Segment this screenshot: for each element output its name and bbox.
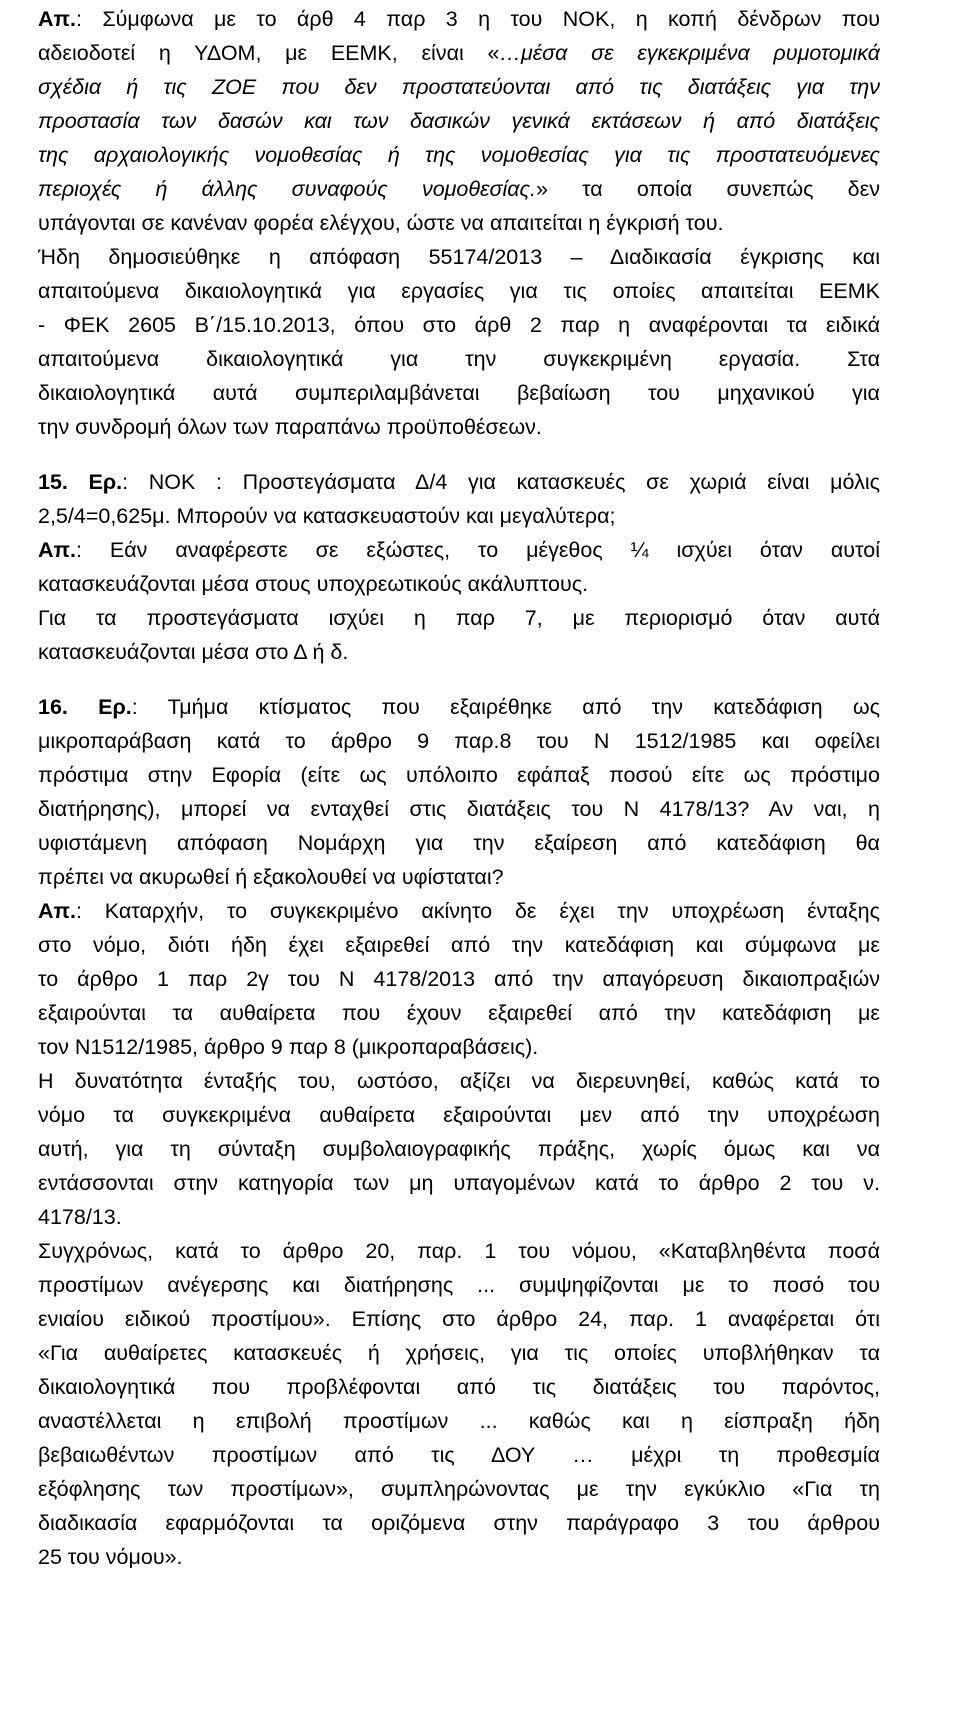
text-line [38,1438,880,1472]
text-segment: …μέσα σε εγκεκριμένα ρυμοτομικά [499,41,880,65]
text-segment: 2,5/4=0,625μ. Μπορούν να κατασκευαστούν και μεγαλύτερα; [38,504,616,528]
text-line [38,138,880,172]
bold-label: Απ. [38,538,76,562]
text-line [38,1268,880,1302]
text-segment: Ήδη δημοσιεύθηκε η απόφαση 55174/2013 – Διαδικασία έγκρισης και [38,245,880,269]
text-segment: - ΦΕΚ 2605 Β΄/15.10.2013, όπου στο άρθ 2 παρ η αναφέρονται τα ειδικά [38,313,880,337]
text-line [38,206,880,240]
text-line [38,342,880,376]
text-line [38,465,880,499]
text-line [38,499,880,533]
text-line [38,1030,880,1064]
text-segment: διαδικασία εφαρμόζονται τα οριζόμενα στην παράγραφο 3 του άρθρου [38,1511,880,1535]
text-line [38,274,880,308]
text-line [38,1336,880,1370]
text-segment: αναστέλλεται η επιβολή προστίμων ... καθώς και η είσπραξη ήδη [38,1409,880,1433]
text-segment: το άρθρο 1 παρ 2γ του Ν 4178/2013 από την απαγόρευση δικαιοπραξιών [38,967,880,991]
text-line [38,533,880,567]
text-line [38,70,880,104]
text-line [38,792,880,826]
text-segment: εντάσσονται στην κατηγορία των μη υπαγομένων κατά το άρθρο 2 του ν. [38,1171,880,1195]
text-segment: δικαιολογητικά αυτά συμπεριλαμβάνεται βεβαίωση του μηχανικού για [38,381,880,405]
text-segment: : Εάν αναφέρεστε σε εξώστες, το μέγεθος ¼ ισχύει όταν αυτοί [75,538,880,562]
text-segment: απαιτούμενα δικαιολογητικά για εργασίες για τις οποίες απαιτείται ΕΕΜΚ [38,279,880,303]
text-line [38,690,880,724]
text-line [38,1506,880,1540]
text-segment: την συνδρομή όλων των παραπάνω προϋποθέσεων. [38,415,542,439]
text-segment: εξόφλησης των προστίμων», συμπληρώνοντας με την εγκύκλιο «Για τη [38,1477,880,1501]
text-line [38,410,880,444]
text-line [38,724,880,758]
text-line [38,1370,880,1404]
text-segment: Συγχρόνως, κατά το άρθρο 20, παρ. 1 του νόμου, «Καταβληθέντα ποσά [38,1239,880,1263]
text-line [38,567,880,601]
text-segment: κατασκευάζονται μέσα στο Δ ή δ. [38,640,349,664]
text-segment: 4178/13. [38,1205,122,1229]
text-segment: : ΝΟΚ : Προστεγάσματα Δ/4 για κατασκευές σε χωριά είναι μόλις [122,470,880,494]
bold-label: Απ. [38,899,76,923]
text-line [38,928,880,962]
text-line [38,1132,880,1166]
text-segment: προστίμων ανέγερσης και διατήρησης ... συμψηφίζονται με το ποσό του [38,1273,880,1297]
text-segment: στο νόμο, διότι ήδη έχει εξαιρεθεί από την κατεδάφιση και σύμφωνα με [38,933,880,957]
text-segment: : Τμήμα κτίσματος που εξαιρέθηκε από την κατεδάφιση ως [131,695,880,719]
text-line [38,635,880,669]
text-line [38,1166,880,1200]
text-line [38,1200,880,1234]
text-line [38,172,880,206]
text-line [38,1472,880,1506]
text-line [38,996,880,1030]
text-segment: : Καταρχήν, το συγκεκριμένο ακίνητο δε έχει την υποχρέωση ένταξης [75,899,880,923]
text-segment: τον Ν1512/1985, άρθρο 9 παρ 8 (μικροπαραβάσεις). [38,1035,539,1059]
text-segment: ενιαίου ειδικού προστίμου». Επίσης στο άρθρο 24, παρ. 1 αναφέρεται ότι [38,1307,880,1331]
text-segment: κατασκευάζονται μέσα στους υποχρεωτικούς ακάλυπτους. [38,572,589,596]
text-segment: αδειοδοτεί η ΥΔΟΜ, με ΕΕΜΚ, είναι « [38,41,500,65]
text-segment: δικαιολογητικά που προβλέφονται από τις διατάξεις του παρόντος, [38,1375,880,1399]
text-line [38,1302,880,1336]
text-segment: εξαιρούνται τα αυθαίρετα που έχουν εξαιρεθεί από την κατεδάφιση με [38,1001,880,1025]
text-segment: απαιτούμενα δικαιολογητικά για την συγκεκριμένη εργασία. Στα [38,347,880,371]
text-segment: υφιστάμενη απόφαση Νομάρχη για την εξαίρεση από κατεδάφιση θα [38,831,880,855]
text-line [38,1098,880,1132]
text-line [38,758,880,792]
text-line [38,962,880,996]
text-line [38,894,880,928]
text-line [38,1404,880,1438]
text-segment: » τα οποία συνεπώς δεν [535,177,880,201]
text-segment: Η δυνατότητα ένταξής του, ωστόσο, αξίζει να διερευνηθεί, καθώς κατά το [38,1069,880,1093]
text-line [38,1064,880,1098]
text-segment: Για τα προστεγάσματα ισχύει η παρ 7, με περιορισμό όταν αυτά [38,606,880,630]
text-line [38,376,880,410]
text-segment: σχέδια ή τις ΖΟΕ που δεν προστατεύονται από τις διατάξεις για την [38,75,880,99]
text-line [38,240,880,274]
text-line [38,860,880,894]
bold-label: 15. Ερ. [38,470,123,494]
text-segment: της αρχαιολογικής νομοθεσίας ή της νομοθεσίας για τις προστατευόμενες [38,143,880,167]
text-segment: πρέπει να ακυρωθεί ή εξακολουθεί να υφίσταται? [38,865,504,889]
text-segment: 25 του νόμου». [38,1545,183,1569]
text-segment: πρόστιμα στην Εφορία (είτε ως υπόλοιπο εφάπαξ ποσού είτε ως πρόστιμο [38,763,880,787]
text-segment: προστασία των δασών και των δασικών γενικά εκτάσεων ή από διατάξεις [38,109,880,133]
text-line [38,1540,880,1574]
text-segment: υπάγονται σε κανέναν φορέα ελέγχου, ώστε να απαιτείται η έγκρισή του. [38,211,724,235]
text-line [38,2,880,36]
text-segment: βεβαιωθέντων προστίμων από τις ΔΟΥ … μέχρι τη προθεσμία [38,1443,880,1467]
text-segment: διατήρησης), μπορεί να ενταχθεί στις διατάξεις του Ν 4178/13? Αν ναι, η [38,797,880,821]
bold-label: 16. Ερ. [38,695,132,719]
text-line [38,826,880,860]
text-segment: αυτή, για τη σύνταξη συμβολαιογραφικής πράξης, χωρίς όμως και να [38,1137,880,1161]
text-line [38,601,880,635]
text-line [38,104,880,138]
text-segment: περιοχές ή άλλης συναφούς νομοθεσίας. [38,177,536,201]
text-segment: : Σύμφωνα με το άρθ 4 παρ 3 η του ΝΟΚ, η κοπή δένδρων που [75,7,880,31]
text-line [38,36,880,70]
bold-label: Απ. [38,7,76,31]
text-line [38,308,880,342]
text-segment: νόμο τα συγκεκριμένα αυθαίρετα εξαιρούνται μεν από την υποχρέωση [38,1103,880,1127]
text-segment: μικροπαράβαση κατά το άρθρο 9 παρ.8 του Ν 1512/1985 και οφείλει [38,729,880,753]
text-line [38,1234,880,1268]
text-segment: «Για αυθαίρετες κατασκευές ή χρήσεις, για τις οποίες υποβλήθηκαν τα [38,1341,880,1365]
